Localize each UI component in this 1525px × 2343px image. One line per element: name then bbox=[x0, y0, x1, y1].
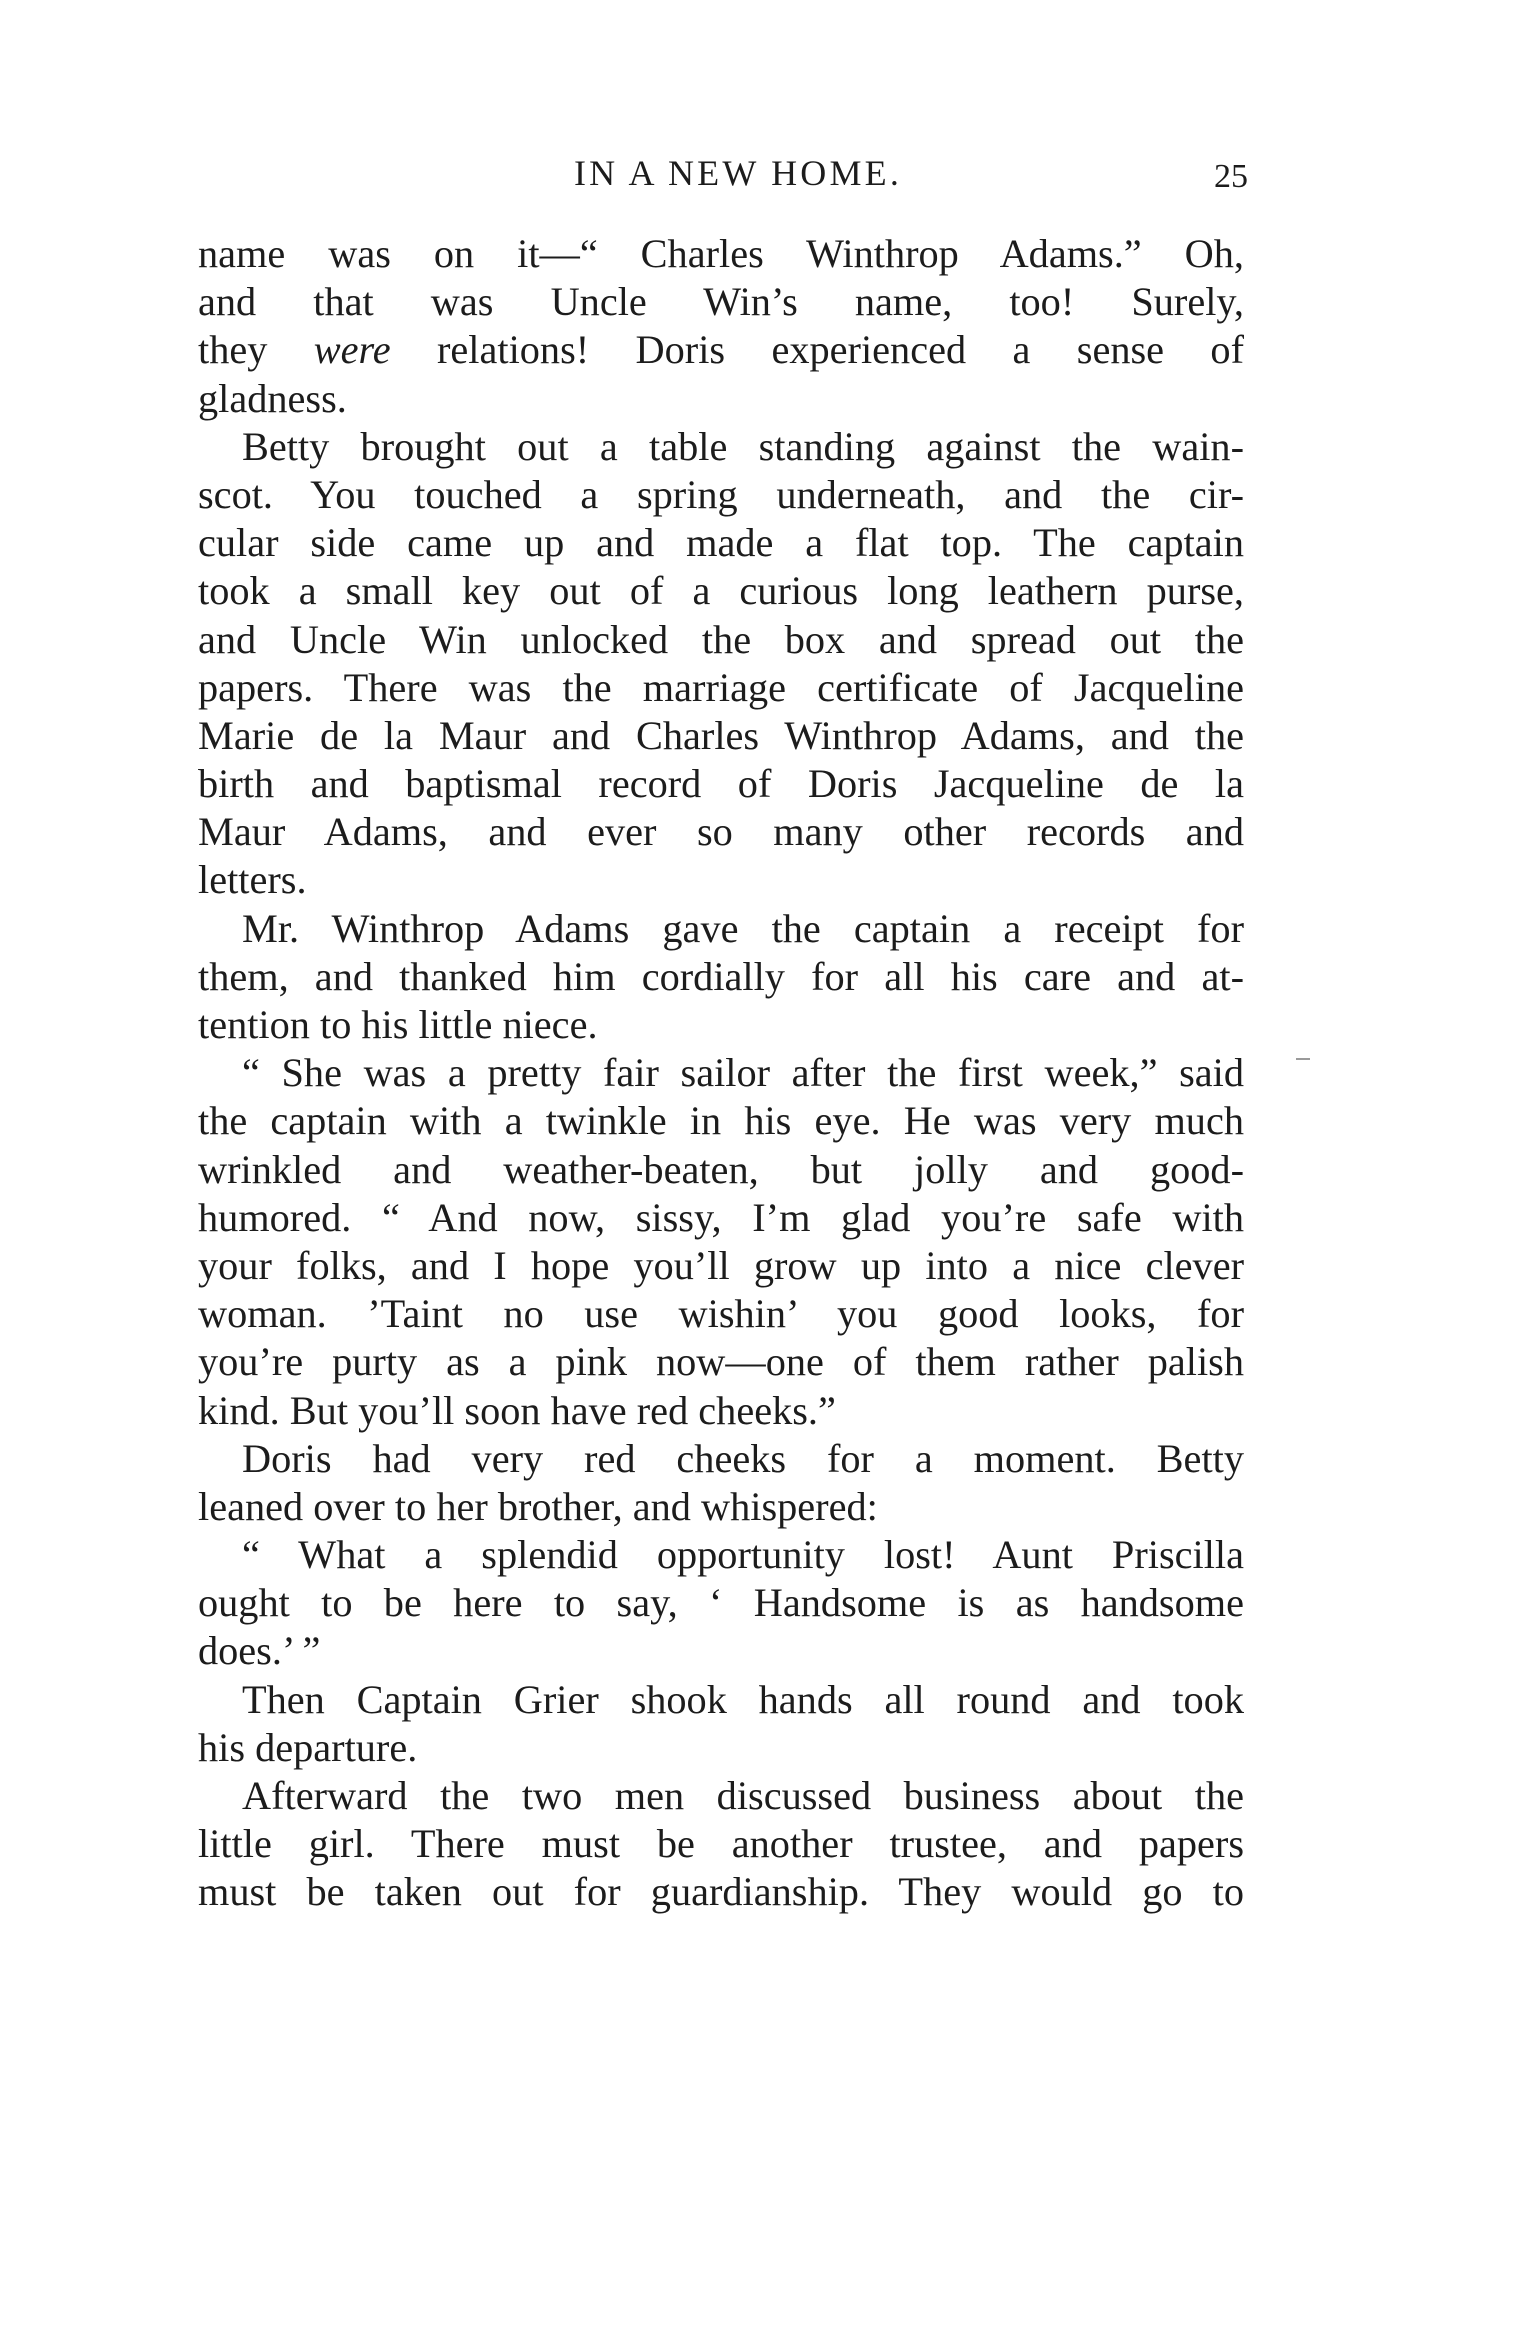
text-line: Maur Adams, and ever so many other records and bbox=[198, 809, 1244, 855]
text-line: ought to be here to say, ‘ Handsome is as handsome bbox=[198, 1580, 1244, 1626]
text-line: humored. “ And now, sissy, I’m glad you’re safe with bbox=[198, 1194, 1244, 1240]
text-line: them, and thanked him cordially for all his care and at- bbox=[198, 953, 1244, 999]
paragraph-first-line: Afterward the two men discussed business about the bbox=[242, 1773, 1244, 1818]
text-line: woman. ’Taint no use wishin’ you good looks, for bbox=[198, 1291, 1244, 1337]
text-line: must be taken out for guardianship. They would go to bbox=[198, 1869, 1244, 1915]
text-line: and Uncle Win unlocked the box and spread out the bbox=[198, 616, 1244, 662]
text-line: his departure. bbox=[198, 1724, 418, 1770]
paragraph-first-line: “ What a splendid opportunity lost! Aunt Priscilla bbox=[242, 1532, 1244, 1578]
text-span: they bbox=[198, 327, 314, 373]
running-head bbox=[198, 143, 1248, 203]
body-text bbox=[198, 230, 1244, 1917]
text-line: leaned over to her brother, and whispered: bbox=[198, 1483, 878, 1529]
text-line: took a small key out of a curious long leathern purse, bbox=[198, 568, 1244, 614]
paragraph-first-line: Mr. Winthrop Adams gave the captain a receipt for bbox=[242, 905, 1244, 951]
text-line: Marie de la Maur and Charles Winthrop Adams, and the bbox=[198, 712, 1244, 758]
text-line: name was on it—“ Charles Winthrop Adams.” Oh, bbox=[198, 231, 1244, 276]
paragraph-first-line: Doris had very red cheeks for a moment. Betty bbox=[242, 1435, 1244, 1481]
text-line: kind. But you’ll soon have red cheeks.” bbox=[198, 1387, 836, 1433]
text-line: and that was Uncle Win’s name, too! Surely, bbox=[198, 279, 1244, 325]
page-number: 25 bbox=[1214, 158, 1248, 195]
text-line: papers. There was the marriage certificate of Jacqueline bbox=[198, 664, 1244, 710]
text-line: little girl. There must be another trustee, and papers bbox=[198, 1821, 1244, 1867]
text-span: relations! Doris experienced a sense of bbox=[390, 327, 1244, 373]
text-line bbox=[198, 326, 1244, 374]
paragraph-first-line: Then Captain Grier shook hands all round and took bbox=[242, 1676, 1244, 1722]
text-line: scot. You touched a spring underneath, and the cir- bbox=[198, 471, 1244, 517]
text-line: does.’ ” bbox=[198, 1628, 321, 1674]
text-line: gladness. bbox=[198, 375, 347, 421]
text-line: letters. bbox=[198, 857, 307, 903]
text-line: your folks, and I hope you’ll grow up into a nice clever bbox=[198, 1242, 1244, 1288]
text-line: birth and baptismal record of Doris Jacqueline de la bbox=[198, 761, 1244, 807]
text-line: you’re purty as a pink now—one of them rather palish bbox=[198, 1339, 1244, 1385]
text-line: tention to his little niece. bbox=[198, 1002, 598, 1047]
margin-mark bbox=[1296, 1058, 1310, 1060]
text-line: wrinkled and weather-beaten, but jolly and good- bbox=[198, 1146, 1244, 1192]
italic-emphasis: were bbox=[313, 327, 391, 373]
paragraph-first-line: Betty brought out a table standing against the wain- bbox=[242, 423, 1244, 469]
running-title: IN A NEW HOME. bbox=[573, 153, 903, 193]
paragraph-first-line: “ She was a pretty fair sailor after the first week,” said bbox=[242, 1050, 1244, 1096]
text-line: the captain with a twinkle in his eye. He was very much bbox=[198, 1098, 1244, 1144]
text-line: cular side came up and made a flat top. The captain bbox=[198, 520, 1244, 566]
